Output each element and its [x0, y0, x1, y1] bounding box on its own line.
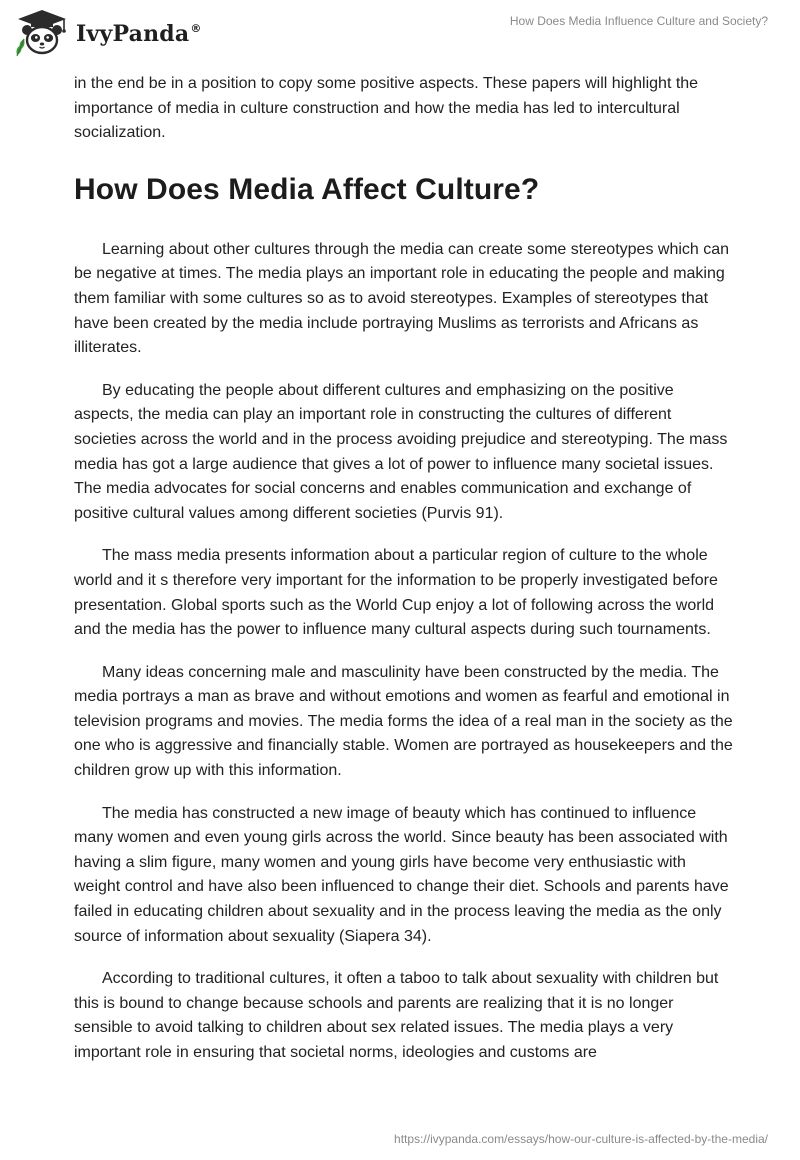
brand-name: IvyPanda®: [76, 21, 202, 47]
body-paragraph: By educating the people about different cultures and emphasizing on the positive aspects, the media can play an important role in constructing the cultures of different societies across the world and in the process avoiding prejudice and stereotyping. The mass media has got a large audience that gives a lot of power to influence many societal issues. The media advocates for social concerns and enables communication and exchange of positive cultural values among different societies (Purvis 91).: [74, 381, 728, 522]
body-paragraph: According to traditional cultures, it often a taboo to talk about sexuality with children but this is bound to change because schools and parents are realizing that it is no longer sensible to avoid talking to children about sex related issues. The media plays a very important role in ensuring that societal norms, ideologies and customs are: [74, 970, 719, 1061]
page-header: [0, 0, 800, 66]
body-paragraph: Many ideas concerning male and masculinity have been constructed by the media. The media portrays a man as brave and without emotions and women as fearful and emotional in television programs and movies. The media forms the idea of a real man in the society as the one who is aggressive and financially stable. Women are portrayed as housekeepers and the children grow up with this information.: [74, 663, 733, 780]
document-title: How Does Media Influence Culture and Society?: [509, 14, 768, 28]
body-paragraph: Learning about other cultures through the media can create some stereotypes which can be negative at times. The media plays an important role in educating the people and making them familiar with some cultures so as to avoid stereotypes. Examples of stereotypes that have been created by the media include portraying Muslims as terrorists and Africans as illiterates.: [74, 240, 730, 357]
article-body: [74, 72, 734, 1084]
body-paragraph: The mass media presents information about a particular region of culture to the whole world and it s therefore very important for the information to be properly investigated before presentation. Global sports such as the World Cup enjoy a lot of following across the world and the media has the power to influence many cultural aspects during such tournaments.: [74, 547, 718, 639]
brand-logo[interactable]: [14, 8, 202, 58]
body-paragraph: The media has constructed a new image of beauty which has continued to influence many women and even young girls across the world. Since beauty has been associated with having a slim figure, many women and young girls have become very enthusiastic with weight control and have also been influenced to change their diet. Schools and parents have failed in educating children about sexuality and in the process leaving the media as the only source of information about sexuality (Siapera 34).: [74, 804, 729, 945]
section-heading: How Does Media Affect Culture?: [74, 172, 540, 206]
registered-mark: ®: [190, 22, 202, 35]
lead-paragraph: in the end be in a position to copy some positive aspects. These papers will highlight the importance of media in culture construction and how the media has led to intercultural socialization.: [74, 75, 699, 142]
panda-graduate-icon: [14, 8, 70, 58]
source-url[interactable]: https://ivypanda.com/essays/how-our-culture-is-affected-by-the-media/: [394, 1132, 768, 1146]
